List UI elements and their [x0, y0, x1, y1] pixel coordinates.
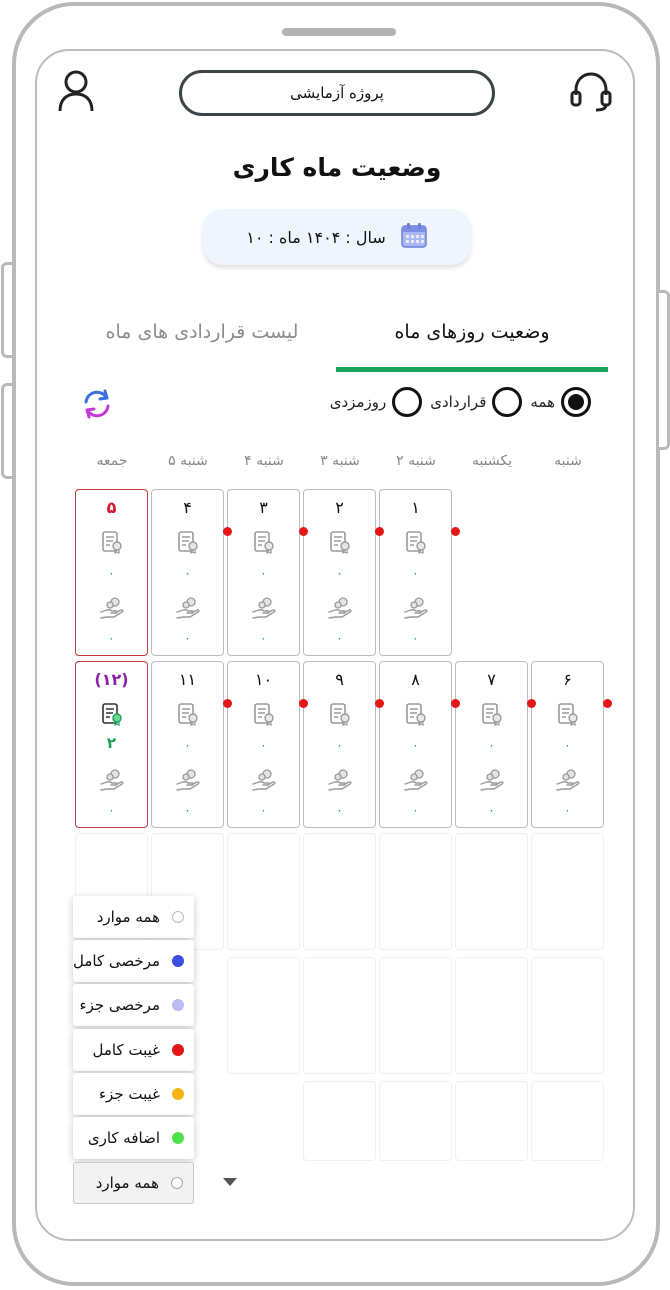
legend-partial-leave-label: مرخصی جزء — [79, 996, 160, 1014]
absence-indicator-dot — [451, 699, 460, 708]
hand-coins-icon — [555, 768, 581, 792]
hand-coins-icon — [479, 768, 505, 792]
document-icon — [252, 702, 276, 726]
empty-day-cell — [455, 1081, 528, 1161]
daily-count: ۰ — [336, 631, 343, 645]
day-cell[interactable] — [379, 661, 452, 828]
day-cell[interactable] — [379, 489, 452, 656]
daily-count: ۰ — [108, 631, 115, 645]
legend-all-label: همه موارد — [96, 908, 160, 926]
day-number: ۲ — [335, 498, 344, 517]
daily-count: ۰ — [260, 803, 267, 817]
phone-speaker — [282, 28, 396, 36]
day-cell[interactable] — [75, 489, 148, 656]
legend-full-leave-label: مرخصی کامل — [73, 952, 160, 970]
absence-indicator-dot — [527, 699, 536, 708]
absence-indicator-dot — [299, 527, 308, 536]
absence-indicator-dot — [223, 699, 232, 708]
hand-coins-icon — [175, 596, 201, 620]
chevron-down-icon[interactable] — [223, 1178, 237, 1186]
day-number: (۱۲) — [94, 670, 129, 689]
legend-dot — [172, 1132, 184, 1144]
day-cell[interactable] — [151, 489, 224, 656]
day-number: ۷ — [487, 670, 496, 689]
daily-count: ۰ — [260, 631, 267, 645]
daily-count: ۰ — [108, 803, 115, 817]
legend-overtime[interactable] — [73, 1117, 194, 1159]
daily-count: ۰ — [184, 631, 191, 645]
absence-indicator-dot — [223, 527, 232, 536]
day-number: ۵ — [106, 498, 117, 517]
day-number: ۳ — [259, 498, 268, 517]
day-cell[interactable] — [303, 489, 376, 656]
page-title: وضعیت ماه کاری — [232, 153, 442, 182]
day-cell[interactable] — [531, 661, 604, 828]
daily-count: ۰ — [184, 803, 191, 817]
empty-day-cell — [531, 957, 604, 1074]
day-cell[interactable] — [75, 661, 148, 828]
contract-count: ۰ — [184, 566, 191, 580]
empty-day-cell — [379, 833, 452, 950]
contract-count: ۰ — [260, 566, 267, 580]
side-button-power — [656, 290, 670, 450]
empty-day-cell — [531, 1081, 604, 1161]
day-cell[interactable] — [227, 661, 300, 828]
side-button-volume-up — [1, 262, 15, 358]
empty-day-cell — [303, 833, 376, 950]
weekday-header: جمعه — [96, 453, 128, 469]
legend-all[interactable] — [73, 896, 194, 938]
empty-day-cell — [455, 957, 528, 1074]
legend-selected-value[interactable] — [73, 1162, 194, 1204]
daily-count: ۰ — [336, 803, 343, 817]
daily-count: ۰ — [564, 803, 571, 817]
day-number: ۸ — [411, 670, 420, 689]
hand-coins-icon — [99, 596, 125, 620]
weekday-header: ۳ شنبه — [320, 453, 360, 469]
weekday-header: یکشنبه — [471, 453, 513, 469]
legend-dot — [172, 999, 184, 1011]
empty-day-cell — [531, 833, 604, 950]
hand-coins-icon — [251, 768, 277, 792]
contract-count: ۰ — [412, 738, 419, 752]
empty-day-cell — [379, 1081, 452, 1161]
document-icon — [328, 530, 352, 554]
weekday-header: شنبه — [554, 453, 582, 469]
day-number: ۶ — [563, 670, 572, 689]
hand-coins-icon — [327, 596, 353, 620]
empty-day-cell — [455, 833, 528, 950]
legend-dot — [172, 1088, 184, 1100]
contract-count: ۰ — [412, 566, 419, 580]
empty-day-cell — [303, 1081, 376, 1161]
day-number: ۱۰ — [254, 670, 273, 689]
absence-indicator-dot — [375, 527, 384, 536]
day-cell[interactable] — [455, 661, 528, 828]
side-button-volume-down — [1, 383, 15, 479]
tab-contract-list[interactable]: لیست قراردادی های ماه — [105, 321, 299, 343]
legend-dot — [172, 911, 184, 923]
hand-coins-icon — [175, 768, 201, 792]
legend-partial-leave[interactable] — [73, 984, 194, 1026]
document-icon — [404, 530, 428, 554]
contract-count: ۰ — [336, 566, 343, 580]
day-cell[interactable] — [303, 661, 376, 828]
filter-daily-label: روزمزدی — [329, 393, 387, 411]
legend-full-absence[interactable] — [73, 1029, 194, 1071]
daily-count: ۰ — [488, 803, 495, 817]
legend-dot — [172, 1044, 184, 1056]
absence-indicator-dot — [299, 699, 308, 708]
daily-count: ۰ — [412, 803, 419, 817]
contract-count: ۰ — [336, 738, 343, 752]
document-icon — [404, 702, 428, 726]
app-screen — [35, 49, 635, 1241]
hand-coins-icon — [403, 768, 429, 792]
filter-all-label: همه — [530, 393, 555, 411]
absence-indicator-dot — [603, 699, 612, 708]
filter-contract-label: قراردادی — [430, 393, 487, 411]
legend-overtime-label: اضافه کاری — [87, 1129, 160, 1147]
hand-coins-icon — [327, 768, 353, 792]
document-icon — [176, 530, 200, 554]
contract-count: ۰ — [108, 566, 115, 580]
absence-indicator-dot — [375, 699, 384, 708]
legend-selected-label: همه موارد — [95, 1174, 159, 1192]
project-title: پروژه آزمایشی — [290, 84, 384, 102]
weekday-header: ۲ شنبه — [396, 453, 436, 469]
day-number: ۱ — [411, 498, 420, 517]
document-icon — [480, 702, 504, 726]
contract-count: ۰ — [488, 738, 495, 752]
day-number: ۴ — [183, 498, 192, 517]
legend-full-leave[interactable] — [73, 940, 194, 982]
weekday-header: ۴ شنبه — [244, 453, 284, 469]
hand-coins-icon — [99, 768, 125, 792]
contract-count: ۰ — [184, 738, 191, 752]
contract-count: ۰ — [260, 738, 267, 752]
document-icon — [556, 702, 580, 726]
legend-partial-absence[interactable] — [73, 1073, 194, 1115]
weekday-header: ۵ شنبه — [168, 453, 208, 469]
daily-count: ۰ — [412, 631, 419, 645]
empty-day-cell — [379, 957, 452, 1074]
document-icon — [252, 530, 276, 554]
hand-coins-icon — [251, 596, 277, 620]
empty-day-cell — [227, 833, 300, 950]
hand-coins-icon — [403, 596, 429, 620]
contract-count: ۲ — [106, 734, 117, 752]
document-icon — [100, 702, 124, 726]
legend-full-absence-label: غیبت کامل — [92, 1041, 160, 1059]
document-icon — [176, 702, 200, 726]
legend-dot — [171, 1177, 183, 1189]
empty-day-cell — [303, 957, 376, 1074]
tab-month-days[interactable]: وضعیت روزهای ماه — [394, 321, 550, 343]
document-icon — [328, 702, 352, 726]
day-number: ۹ — [335, 670, 344, 689]
day-cell[interactable] — [227, 489, 300, 656]
legend-dot — [172, 955, 184, 967]
year-month-label: سال : ۱۴۰۴ ماه : ۱۰ — [246, 227, 386, 247]
absence-indicator-dot — [451, 527, 460, 536]
legend-partial-absence-label: غیبت جزء — [99, 1085, 160, 1103]
contract-count: ۰ — [564, 738, 571, 752]
day-number: ۱۱ — [178, 670, 197, 689]
empty-day-cell — [227, 957, 300, 1074]
document-icon — [100, 530, 124, 554]
day-cell[interactable] — [151, 661, 224, 828]
